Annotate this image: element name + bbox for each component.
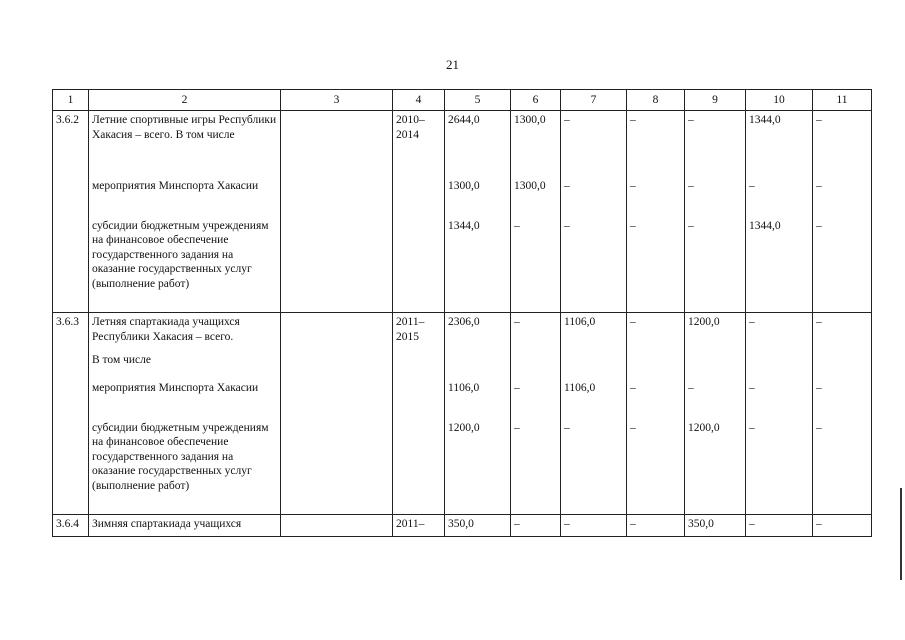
row-value-5: 2306,0 — [445, 313, 511, 351]
row-column-3 — [281, 515, 393, 537]
row-value-8: – — [627, 515, 685, 537]
row-value-9: – — [685, 177, 746, 217]
table-row — [53, 379, 872, 419]
column-header: 6 — [511, 90, 561, 111]
row-value-9: 1200,0 — [685, 313, 746, 351]
row-years — [393, 419, 445, 515]
row-value-5: 1106,0 — [445, 379, 511, 419]
row-value-6: – — [511, 217, 561, 313]
row-value-6: 1300,0 — [511, 111, 561, 177]
row-value-6: – — [511, 515, 561, 537]
column-header: 2 — [89, 90, 281, 111]
row-code: 3.6.4 — [53, 515, 89, 537]
column-header: 7 — [561, 90, 627, 111]
row-value-11: – — [813, 111, 872, 177]
row-value-10: 1344,0 — [746, 217, 813, 313]
column-header: 1 — [53, 90, 89, 111]
column-header: 3 — [281, 90, 393, 111]
row-value-8: – — [627, 177, 685, 217]
row-value-11: – — [813, 313, 872, 351]
row-value-10: 1344,0 — [746, 111, 813, 177]
row-value-11: – — [813, 177, 872, 217]
row-value-9 — [685, 351, 746, 379]
row-value-5: 1300,0 — [445, 177, 511, 217]
row-description: В том числе — [89, 351, 281, 379]
row-value-5: 2644,0 — [445, 111, 511, 177]
column-header: 9 — [685, 90, 746, 111]
row-years — [393, 217, 445, 313]
row-description: мероприятия Минспорта Хакасии — [89, 177, 281, 217]
row-value-9: – — [685, 111, 746, 177]
row-years — [393, 177, 445, 217]
row-value-8: – — [627, 111, 685, 177]
row-value-8: – — [627, 379, 685, 419]
row-value-6: – — [511, 313, 561, 351]
row-value-10: – — [746, 379, 813, 419]
row-value-7: – — [561, 111, 627, 177]
column-header: 10 — [746, 90, 813, 111]
row-description: Летняя спартакиада учащихся Республики Хакасия – всего. — [89, 313, 281, 351]
row-value-10: – — [746, 313, 813, 351]
row-code: 3.6.2 — [53, 111, 89, 313]
row-description: мероприятия Минспорта Хакасии — [89, 379, 281, 419]
row-value-10: – — [746, 177, 813, 217]
row-years: 2010–2014 — [393, 111, 445, 177]
row-value-9: – — [685, 379, 746, 419]
page-number: 21 — [446, 57, 459, 72]
row-description: Зимняя спартакиада учащихся — [89, 515, 281, 537]
column-header: 11 — [813, 90, 872, 111]
row-value-11 — [813, 351, 872, 379]
row-value-5 — [445, 351, 511, 379]
column-header: 5 — [445, 90, 511, 111]
row-code: 3.6.3 — [53, 313, 89, 515]
row-value-5: 1200,0 — [445, 419, 511, 515]
table-row — [53, 111, 872, 177]
scan-edge-mark — [900, 488, 902, 580]
row-column-3 — [281, 313, 393, 515]
row-description: Летние спортивные игры Республики Хакасия – всего. В том числе — [89, 111, 281, 177]
row-years: 2011– — [393, 515, 445, 537]
row-value-7: – — [561, 217, 627, 313]
row-value-6: – — [511, 379, 561, 419]
row-column-3 — [281, 111, 393, 313]
row-years: 2011–2015 — [393, 313, 445, 351]
row-value-7: 1106,0 — [561, 313, 627, 351]
table-row — [53, 419, 872, 515]
row-value-10: – — [746, 515, 813, 537]
row-value-8 — [627, 351, 685, 379]
table-body — [53, 111, 872, 537]
table-row — [53, 351, 872, 379]
row-value-11: – — [813, 379, 872, 419]
row-value-5: 1344,0 — [445, 217, 511, 313]
table-row — [53, 217, 872, 313]
row-years — [393, 351, 445, 379]
row-value-7: 1106,0 — [561, 379, 627, 419]
row-value-6 — [511, 351, 561, 379]
row-value-10 — [746, 351, 813, 379]
row-value-8: – — [627, 419, 685, 515]
budget-table — [52, 89, 872, 537]
row-value-6: 1300,0 — [511, 177, 561, 217]
row-value-11: – — [813, 515, 872, 537]
table-row — [53, 313, 872, 351]
table-row — [53, 515, 872, 537]
row-value-11: – — [813, 217, 872, 313]
row-value-10: – — [746, 419, 813, 515]
row-description: субсидии бюджетным учреждениям на финансовое обеспечение государственного задания на оказание государственных услуг (выполнение работ) — [89, 217, 281, 313]
table-header — [53, 90, 872, 111]
row-value-5: 350,0 — [445, 515, 511, 537]
row-value-8: – — [627, 217, 685, 313]
column-header: 4 — [393, 90, 445, 111]
row-value-8: – — [627, 313, 685, 351]
row-value-7: – — [561, 419, 627, 515]
row-years — [393, 379, 445, 419]
row-value-7: – — [561, 177, 627, 217]
row-value-9: 1200,0 — [685, 419, 746, 515]
row-description: субсидии бюджетным учреждениям на финансовое обеспечение государственного задания на оказание государственных услуг (выполнение работ) — [89, 419, 281, 515]
column-header: 8 — [627, 90, 685, 111]
row-value-9: 350,0 — [685, 515, 746, 537]
row-value-7: – — [561, 515, 627, 537]
row-value-7 — [561, 351, 627, 379]
row-value-11: – — [813, 419, 872, 515]
header-row — [53, 90, 872, 111]
row-value-9: – — [685, 217, 746, 313]
row-value-6: – — [511, 419, 561, 515]
table-row — [53, 177, 872, 217]
